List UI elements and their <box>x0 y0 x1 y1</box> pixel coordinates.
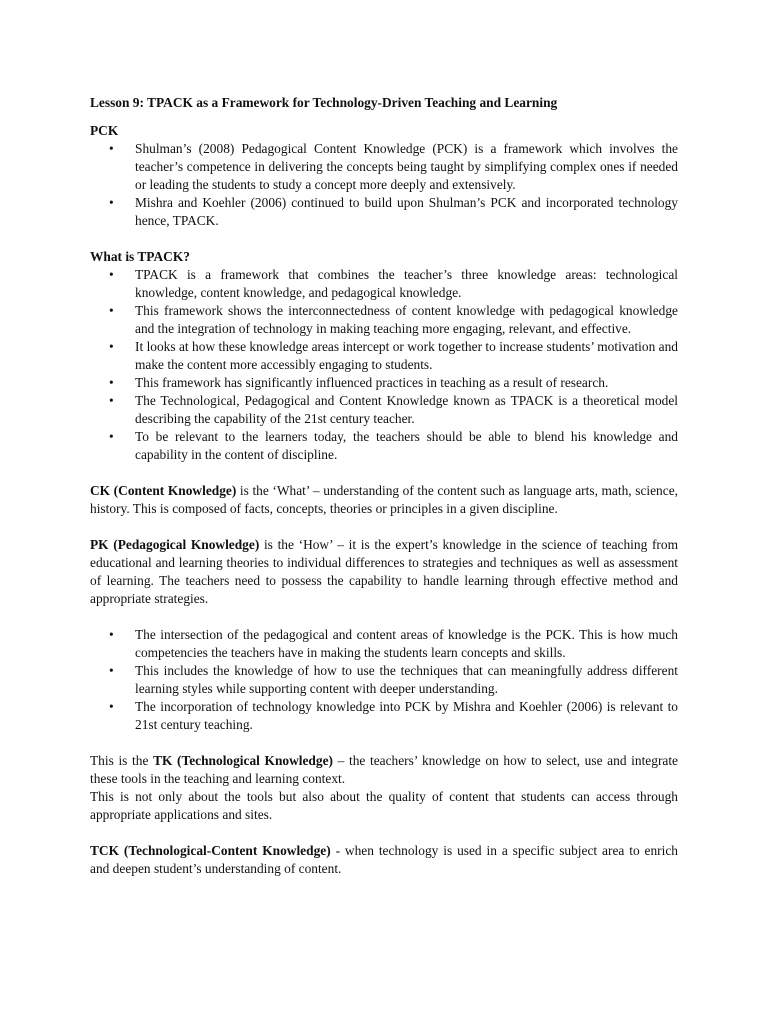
tpack-bullet-5: • The Technological, Pedagogical and Content Knowledge known as TPACK is a theoretical model describing the capability of the 21st century teacher. <box>135 392 678 428</box>
ck-term: CK (Content Knowledge) <box>90 483 237 498</box>
pk-text: is the ‘How’ – it is the expert’s knowledge in the science of teaching from educational and learning theories to individual differences to strategies and techniques as well as assessment of learning. The teachers need to possess the capability to handle learning through effective method and appropriate strategies. <box>90 537 678 606</box>
pck-detail-bullet-3: • The incorporation of technology knowledge into PCK by Mishra and Koehler (2006) is relevant to 21st century teaching. <box>135 698 678 734</box>
ck-text: is the ‘What’ – understanding of the content such as language arts, math, science, history. This is composed of facts, concepts, theories or principles in a given discipline. <box>90 483 678 516</box>
tk-followup: This is not only about the tools but also about the quality of content that students can access through appropriate applications and sites. <box>90 789 678 822</box>
pck-detail-bullet-1: • The intersection of the pedagogical and content areas of knowledge is the PCK. This is how much competencies the teachers have in making the students learn concepts and skills. <box>135 626 678 662</box>
tk-term: TK (Technological Knowledge) <box>153 753 333 768</box>
lesson-title: Lesson 9: TPACK as a Framework for Technology-Driven Teaching and Learning <box>90 95 558 110</box>
tpack-heading: What is TPACK? <box>90 249 190 264</box>
pk-paragraph <box>90 536 678 608</box>
tpack-bullet-4: • This framework has significantly influenced practices in teaching as a result of research. <box>135 374 678 392</box>
tpack-bullet-2: • This framework shows the interconnectedness of content knowledge with pedagogical knowledge and the integration of technology in making teaching more engaging, relevant, and effective. <box>135 302 678 338</box>
tpack-bullet-3: • It looks at how these knowledge areas intercept or work together to increase students’ motivation and make the content more accessibly engaging to students. <box>135 338 678 374</box>
tpack-list <box>90 266 678 464</box>
pck-bullet-2: • Mishra and Koehler (2006) continued to build upon Shulman’s PCK and incorporated technology hence, TPACK. <box>135 194 678 230</box>
pck-detail-list <box>90 626 678 734</box>
tk-paragraph <box>90 752 678 788</box>
ck-paragraph <box>90 482 678 518</box>
pck-bullet-1: • Shulman’s (2008) Pedagogical Content Knowledge (PCK) is a framework which involves the teacher’s competence in delivering the concepts being taught by simplifying complex ones if needed or leading the students to study a concept more deeply and extensively. <box>135 140 678 194</box>
pck-list <box>90 140 678 230</box>
pck-detail-bullet-2: • This includes the knowledge of how to use the techniques that can meaningfully address different learning styles while supporting content with deeper understanding. <box>135 662 678 698</box>
tpack-bullet-6: • To be relevant to the learners today, the teachers should be able to blend his knowledge and capability in the content of discipline. <box>135 428 678 464</box>
tck-paragraph <box>90 842 678 878</box>
tk-text: – the teachers’ knowledge on how to select, use and integrate these tools in the teaching and learning context. <box>90 753 679 786</box>
pck-heading: PCK <box>90 123 119 138</box>
tpack-bullet-1: • TPACK is a framework that combines the teacher’s three knowledge areas: technological knowledge, content knowledge, and pedagogical knowledge. <box>135 266 678 302</box>
tck-term: TCK (Technological-Content Knowledge) <box>90 843 331 858</box>
pk-term: PK (Pedagogical Knowledge) <box>90 537 260 552</box>
tk-prefix: This is the <box>90 753 154 768</box>
tck-text: - when technology is used in a specific subject area to enrich and deepen student’s understanding of content. <box>90 843 678 876</box>
